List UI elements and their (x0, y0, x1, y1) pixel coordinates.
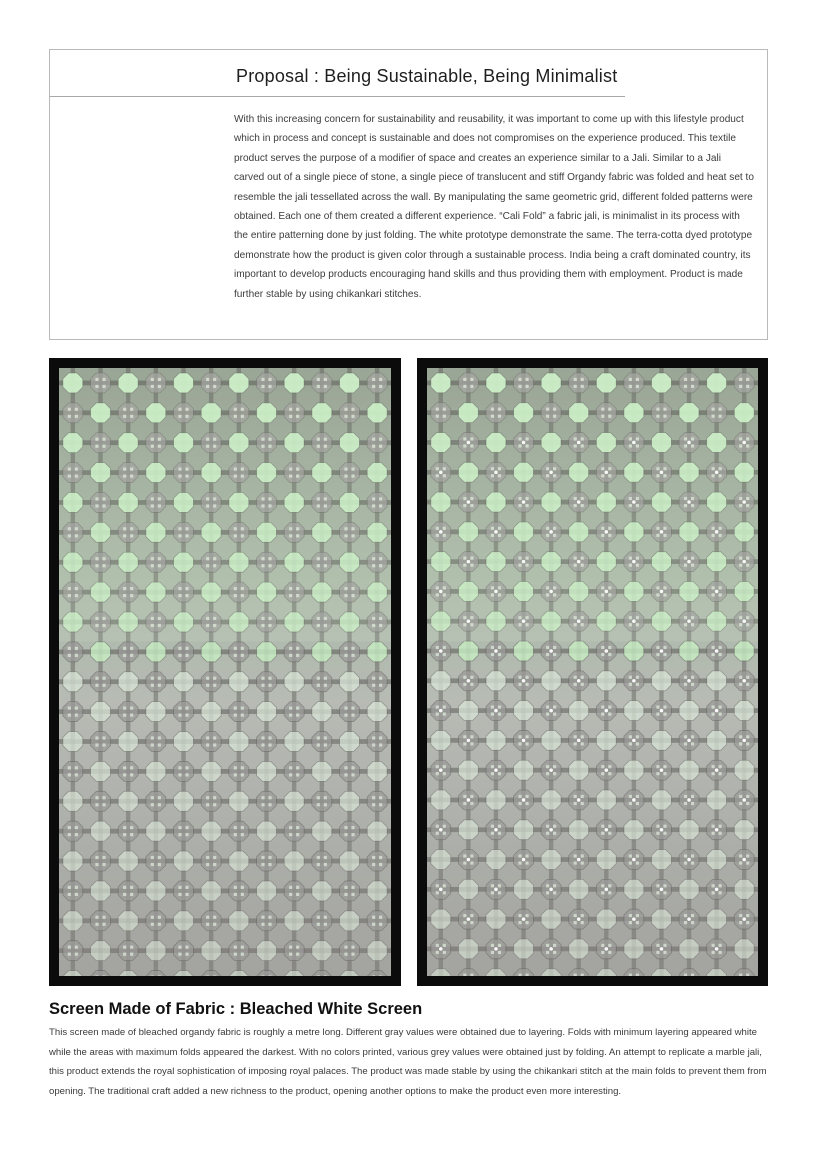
proposal-title: Proposal : Being Sustainable, Being Minimalist (236, 66, 618, 86)
jali-pattern-right (427, 368, 758, 976)
jali-pattern-left (59, 368, 391, 976)
fabric-screen-photo-right (417, 358, 768, 986)
proposal-divider (50, 96, 625, 97)
proposal-box (49, 49, 768, 340)
caption-body: This screen made of bleached organdy fabric is roughly a metre long. Different gray values were obtained due to layering. Folds with minimum layering appeared white while the areas with maximum folds appeared the darkest. With no colors printed, various grey values were obtained just by folding. An attempt to replicate a marble jali, this product extends the royal sophistication of imposing royal palaces. The product was made stable by using the chikankari stitch at the main folds to prevent them from opening. The traditional craft added a new richness to the product, opening another options to make the product even more interesting. (49, 1027, 767, 1097)
fabric-screen-photo-left (49, 358, 401, 986)
proposal-body: With this increasing concern for sustainability and reusability, it was important to come up with this lifestyle product which in process and concept is sustainable and does not compromises on the experience produced. This textile product serves the purpose of a modifier of space and creates an experience similar to a Jali. Similar to a Jali carved out of a single piece of stone, a single piece of translucent and stiff Organdy fabric was folded and heat set to resemble the jali tessellated across the wall. By manipulating the same geometric grid, different folded patterns were obtained. Each one of them created a different experience. “Cali Fold” a fabric jali, is minimalist in its process with the entire patterning done by just folding. The white prototype demonstrate the same. The terra-cotta dyed prototype demonstrate how the product is given color through a sustainable process. India being a craft dominated country, its important to develop products encouraging hand skills and thus providing them with employment. Product is made further stable by using chikankari stitches. (234, 114, 754, 300)
caption-heading: Screen Made of Fabric : Bleached White Screen (49, 1000, 423, 1018)
